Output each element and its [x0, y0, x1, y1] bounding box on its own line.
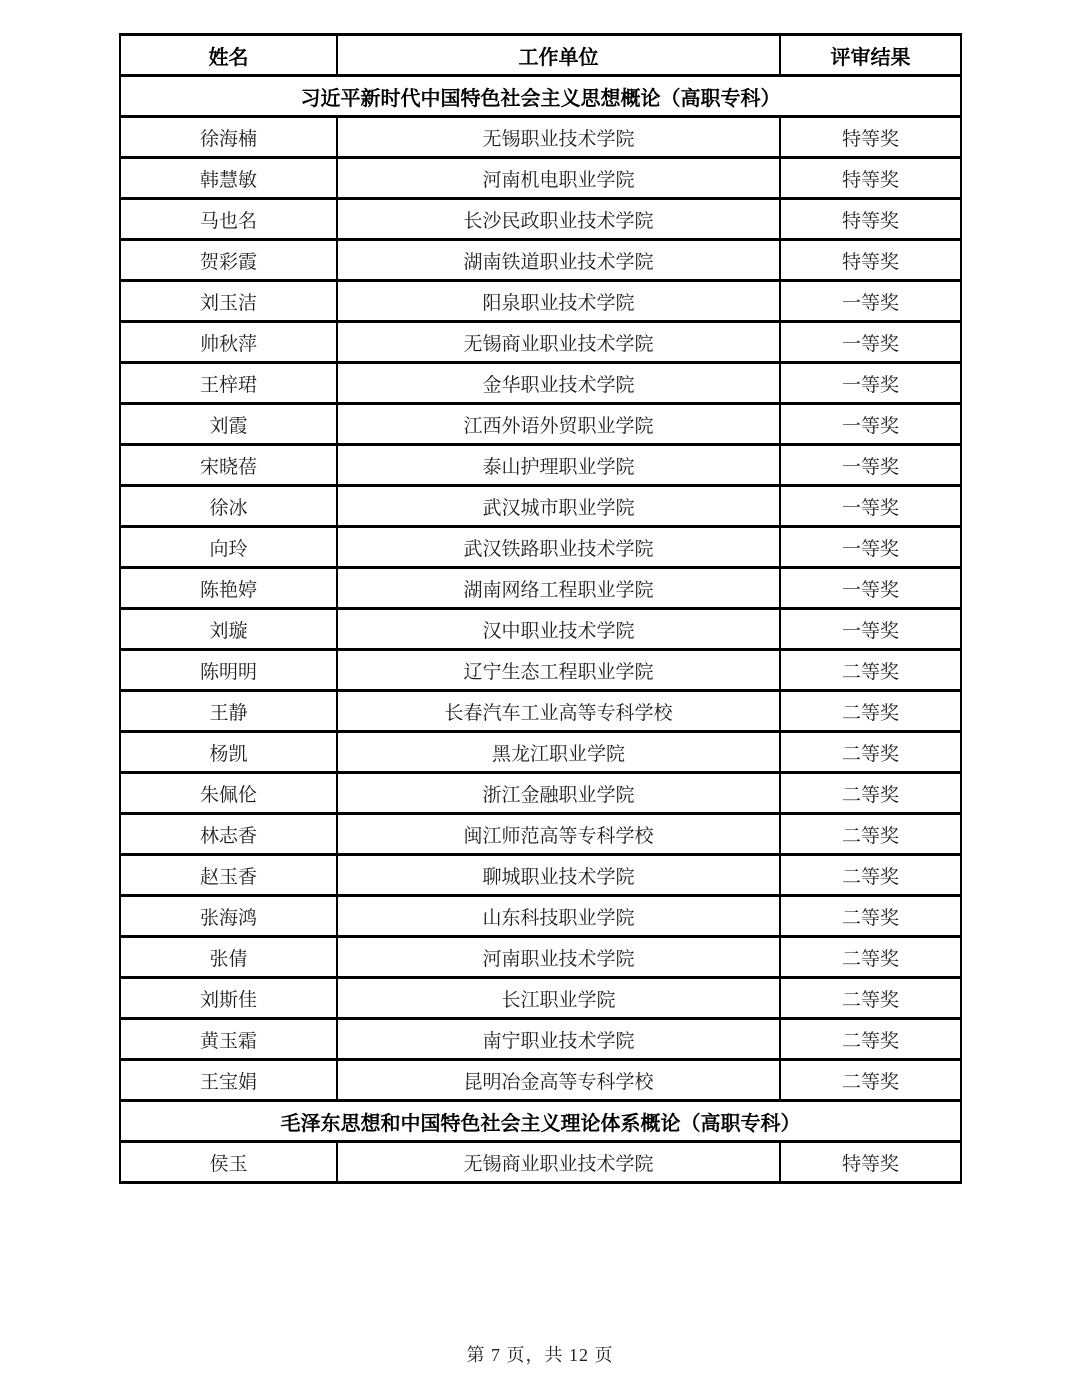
unit-cell: 湖南网络工程职业学院 — [337, 568, 780, 609]
table-row — [120, 1060, 961, 1101]
result-cell: 特等奖 — [780, 240, 961, 281]
table-row — [120, 486, 961, 527]
unit-cell: 南宁职业技术学院 — [337, 1019, 780, 1060]
name-cell: 侯玉 — [120, 1142, 337, 1183]
table-row — [120, 978, 961, 1019]
table-row — [120, 158, 961, 199]
table-row — [120, 527, 961, 568]
result-cell: 二等奖 — [780, 1019, 961, 1060]
result-cell: 一等奖 — [780, 281, 961, 322]
unit-cell: 河南机电职业学院 — [337, 158, 780, 199]
result-cell: 二等奖 — [780, 773, 961, 814]
unit-cell: 湖南铁道职业技术学院 — [337, 240, 780, 281]
table-row — [120, 855, 961, 896]
result-cell: 特等奖 — [780, 199, 961, 240]
result-cell: 特等奖 — [780, 1142, 961, 1183]
table-row — [120, 609, 961, 650]
section-title: 毛泽东思想和中国特色社会主义理论体系概论（高职专科） — [120, 1101, 961, 1142]
unit-cell: 无锡商业职业技术学院 — [337, 1142, 780, 1183]
result-cell: 二等奖 — [780, 650, 961, 691]
result-cell: 一等奖 — [780, 486, 961, 527]
name-cell: 张海鸿 — [120, 896, 337, 937]
unit-cell: 长沙民政职业技术学院 — [337, 199, 780, 240]
table-row — [120, 650, 961, 691]
table-row — [120, 896, 961, 937]
name-cell: 王宝娟 — [120, 1060, 337, 1101]
name-cell: 刘玉洁 — [120, 281, 337, 322]
name-cell: 马也名 — [120, 199, 337, 240]
unit-cell: 武汉铁路职业技术学院 — [337, 527, 780, 568]
header-row — [120, 35, 961, 76]
name-cell: 徐冰 — [120, 486, 337, 527]
result-cell: 一等奖 — [780, 445, 961, 486]
result-cell: 二等奖 — [780, 691, 961, 732]
name-cell: 帅秋萍 — [120, 322, 337, 363]
name-cell: 张倩 — [120, 937, 337, 978]
awards-table-header — [120, 35, 961, 76]
table-row — [120, 281, 961, 322]
result-cell: 一等奖 — [780, 609, 961, 650]
name-cell: 赵玉香 — [120, 855, 337, 896]
unit-cell: 辽宁生态工程职业学院 — [337, 650, 780, 691]
name-cell: 韩慧敏 — [120, 158, 337, 199]
table-row — [120, 732, 961, 773]
unit-cell: 黑龙江职业学院 — [337, 732, 780, 773]
result-cell: 一等奖 — [780, 322, 961, 363]
column-header-0: 姓名 — [120, 35, 337, 76]
unit-cell: 聊城职业技术学院 — [337, 855, 780, 896]
awards-table-body — [120, 76, 961, 1183]
unit-cell: 无锡商业职业技术学院 — [337, 322, 780, 363]
name-cell: 刘霞 — [120, 404, 337, 445]
name-cell: 林志香 — [120, 814, 337, 855]
name-cell: 徐海楠 — [120, 117, 337, 158]
unit-cell: 江西外语外贸职业学院 — [337, 404, 780, 445]
table-row — [120, 568, 961, 609]
name-cell: 陈明明 — [120, 650, 337, 691]
result-cell: 二等奖 — [780, 855, 961, 896]
table-row — [120, 363, 961, 404]
unit-cell: 金华职业技术学院 — [337, 363, 780, 404]
result-cell: 一等奖 — [780, 363, 961, 404]
name-cell: 刘璇 — [120, 609, 337, 650]
column-header-1: 工作单位 — [337, 35, 780, 76]
unit-cell: 无锡职业技术学院 — [337, 117, 780, 158]
unit-cell: 闽江师范高等专科学校 — [337, 814, 780, 855]
result-cell: 特等奖 — [780, 158, 961, 199]
table-row — [120, 937, 961, 978]
section-row — [120, 76, 961, 117]
table-row — [120, 773, 961, 814]
unit-cell: 阳泉职业技术学院 — [337, 281, 780, 322]
result-cell: 特等奖 — [780, 117, 961, 158]
result-cell: 二等奖 — [780, 978, 961, 1019]
table-row — [120, 404, 961, 445]
section-title: 习近平新时代中国特色社会主义思想概论（高职专科） — [120, 76, 961, 117]
result-cell: 二等奖 — [780, 937, 961, 978]
column-header-2: 评审结果 — [780, 35, 961, 76]
table-row — [120, 1019, 961, 1060]
unit-cell: 武汉城市职业学院 — [337, 486, 780, 527]
section-row — [120, 1101, 961, 1142]
name-cell: 刘斯佳 — [120, 978, 337, 1019]
result-cell: 二等奖 — [780, 814, 961, 855]
unit-cell: 汉中职业技术学院 — [337, 609, 780, 650]
name-cell: 黄玉霜 — [120, 1019, 337, 1060]
name-cell: 朱佩伦 — [120, 773, 337, 814]
result-cell: 一等奖 — [780, 527, 961, 568]
table-row — [120, 691, 961, 732]
name-cell: 王梓珺 — [120, 363, 337, 404]
result-cell: 二等奖 — [780, 1060, 961, 1101]
result-cell: 一等奖 — [780, 568, 961, 609]
name-cell: 贺彩霞 — [120, 240, 337, 281]
page-number: 第 7 页，共 12 页 — [466, 1345, 614, 1365]
table-row — [120, 199, 961, 240]
table-row — [120, 240, 961, 281]
awards-table — [119, 33, 962, 1184]
unit-cell: 昆明冶金高等专科学校 — [337, 1060, 780, 1101]
unit-cell: 长江职业学院 — [337, 978, 780, 1019]
name-cell: 陈艳婷 — [120, 568, 337, 609]
unit-cell: 山东科技职业学院 — [337, 896, 780, 937]
name-cell: 王静 — [120, 691, 337, 732]
result-cell: 二等奖 — [780, 732, 961, 773]
table-row — [120, 117, 961, 158]
unit-cell: 泰山护理职业学院 — [337, 445, 780, 486]
unit-cell: 浙江金融职业学院 — [337, 773, 780, 814]
unit-cell: 河南职业技术学院 — [337, 937, 780, 978]
name-cell: 向玲 — [120, 527, 337, 568]
unit-cell: 长春汽车工业高等专科学校 — [337, 691, 780, 732]
table-row — [120, 1142, 961, 1183]
table-row — [120, 445, 961, 486]
name-cell: 杨凯 — [120, 732, 337, 773]
result-cell: 二等奖 — [780, 896, 961, 937]
table-row — [120, 322, 961, 363]
table-row — [120, 814, 961, 855]
name-cell: 宋晓蓓 — [120, 445, 337, 486]
result-cell: 一等奖 — [780, 404, 961, 445]
